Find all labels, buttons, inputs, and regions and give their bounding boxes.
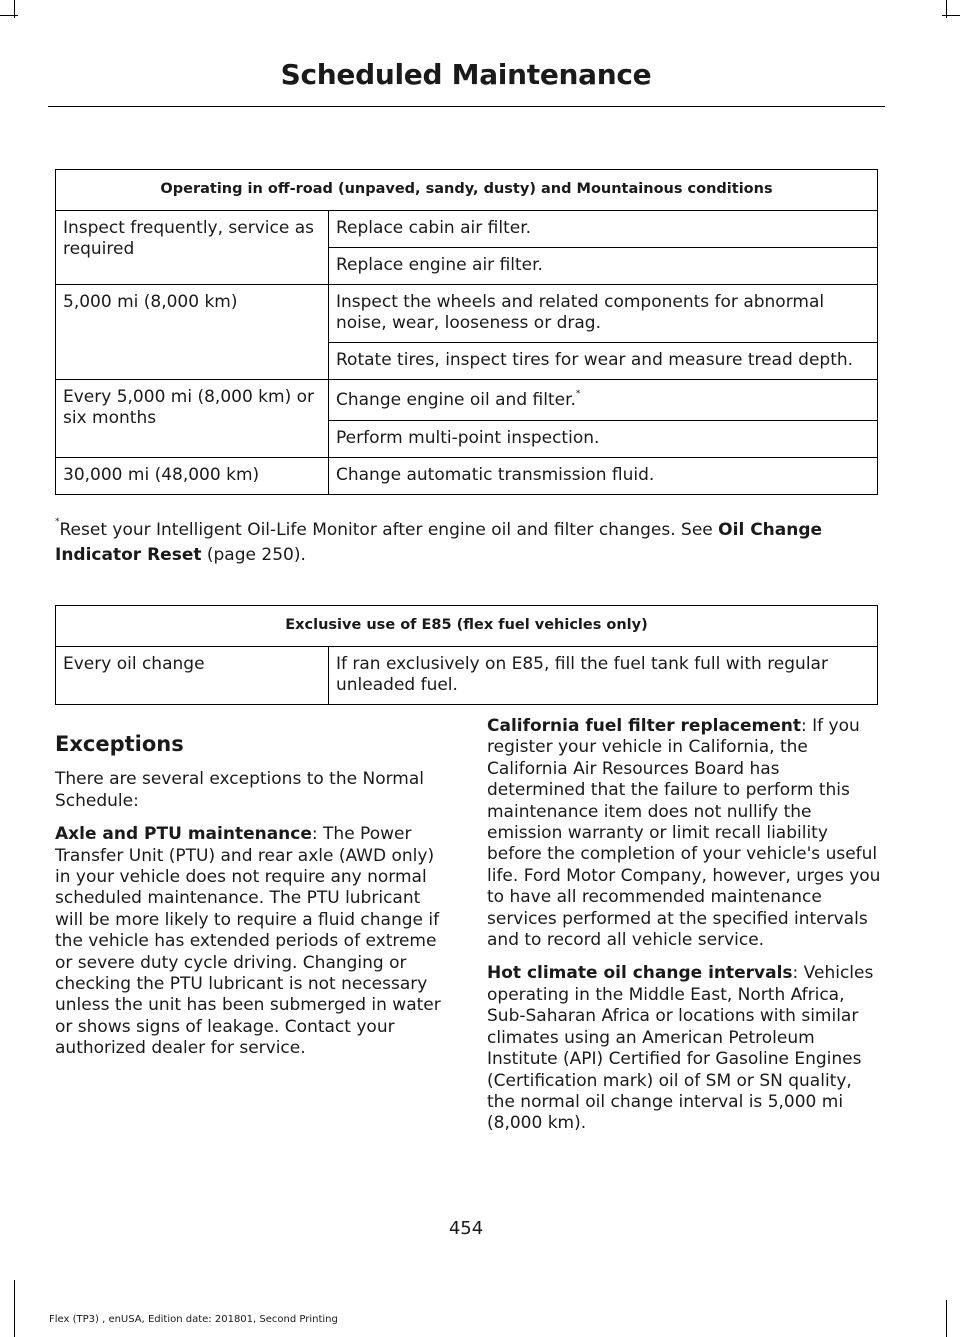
footnote-mark: * bbox=[55, 517, 60, 527]
task-text: Change engine oil and filter. bbox=[336, 390, 576, 410]
interval-cell: 30,000 mi (48,000 km) bbox=[56, 458, 329, 495]
paragraph-label: Axle and PTU maintenance bbox=[55, 824, 312, 845]
task-cell: Inspect the wheels and related components for abnormal noise, wear, looseness or drag. bbox=[329, 285, 878, 343]
task-cell: Replace engine air filter. bbox=[329, 248, 878, 285]
crop-mark bbox=[942, 15, 960, 16]
task-cell: Change automatic transmission fluid. bbox=[329, 458, 878, 495]
table-row bbox=[56, 647, 878, 705]
hot-climate-paragraph bbox=[487, 963, 881, 1134]
interval-cell: Every 5,000 mi (8,000 km) or six months bbox=[56, 380, 329, 458]
interval-cell: Every oil change bbox=[56, 647, 329, 705]
table-row bbox=[56, 380, 878, 421]
footer-edition-info: Flex (TP3) , enUSA, Edition date: 201801, Second Printing bbox=[49, 1314, 338, 1325]
paragraph-text: : The Power Transfer Unit (PTU) and rear axle (AWD only) in your vehicle does not require any normal scheduled maintenance. The PTU lubricant will be more likely to require a fluid change if the vehicle has extended periods of extreme or severe duty cycle driving. Changing or checking the PTU lubricant is not necessary unless the unit has been submerged in water or shows signs of leakage. Contact your authorized dealer for service. bbox=[55, 824, 441, 1059]
offroad-maintenance-table bbox=[55, 169, 878, 495]
crop-mark bbox=[14, 0, 15, 18]
footnote-mark: * bbox=[575, 389, 581, 399]
footnote-text: Reset your Intelligent Oil-Life Monitor after engine oil and filter changes. See bbox=[59, 520, 719, 540]
footnote bbox=[55, 518, 881, 568]
crop-mark bbox=[946, 0, 947, 18]
exceptions-right-column bbox=[487, 716, 881, 1147]
task-cell: Rotate tires, inspect tires for wear and measure tread depth. bbox=[329, 343, 878, 380]
page-reference: (page 250). bbox=[201, 545, 306, 565]
section-heading: Exceptions bbox=[55, 732, 184, 756]
interval-cell: Inspect frequently, service as required bbox=[56, 211, 329, 285]
e85-table bbox=[55, 605, 878, 705]
crop-mark bbox=[14, 1280, 15, 1337]
task-cell: Replace cabin air filter. bbox=[329, 211, 878, 248]
table-row bbox=[56, 458, 878, 495]
crop-mark bbox=[946, 1300, 947, 1337]
page-title: Scheduled Maintenance bbox=[280, 58, 652, 91]
task-cell: Perform multi-point inspection. bbox=[329, 421, 878, 458]
table-heading: Exclusive use of E85 (flex fuel vehicles only) bbox=[56, 606, 878, 647]
paragraph-label: Hot climate oil change intervals bbox=[487, 963, 793, 984]
paragraph-label: California fuel filter replacement bbox=[487, 716, 802, 736]
paragraph-text: : Vehicles operating in the Middle East, North Africa, Sub-Saharan Africa or locations with similar climates using an American Petroleum Institute (API) Certified for Gasoline Engines (Certification mark) oil of SM or SN quality, the normal oil change interval is 5,000 mi (8,000 km). bbox=[487, 963, 874, 1134]
table-row bbox=[56, 211, 878, 248]
crop-mark bbox=[0, 15, 18, 16]
california-paragraph bbox=[487, 716, 881, 951]
table-heading: Operating in off-road (unpaved, sandy, dusty) and Mountainous conditions bbox=[56, 170, 878, 211]
interval-cell: 5,000 mi (8,000 km) bbox=[56, 285, 329, 380]
header-divider bbox=[48, 106, 885, 107]
task-cell bbox=[329, 380, 878, 421]
cross-reference-link[interactable]: Oil Change Indicator Reset bbox=[55, 520, 823, 565]
table-row bbox=[56, 285, 878, 343]
page-number: 454 bbox=[448, 1218, 484, 1239]
task-cell: If ran exclusively on E85, fill the fuel tank full with regular unleaded fuel. bbox=[329, 647, 878, 705]
axle-ptu-paragraph bbox=[55, 824, 450, 1059]
intro-paragraph: There are several exceptions to the Normal Schedule: bbox=[55, 769, 424, 811]
exceptions-left-column bbox=[55, 716, 450, 1072]
paragraph-text: : If you register your vehicle in California, the California Air Resources Board has determined that the failure to perform this maintenance item does not nullify the emission warranty or limit recall liability before the completion of your vehicle's useful life. Ford Motor Company, however, urges you to have all recommended maintenance services performed at the specified intervals and to record all vehicle service. bbox=[487, 716, 881, 951]
